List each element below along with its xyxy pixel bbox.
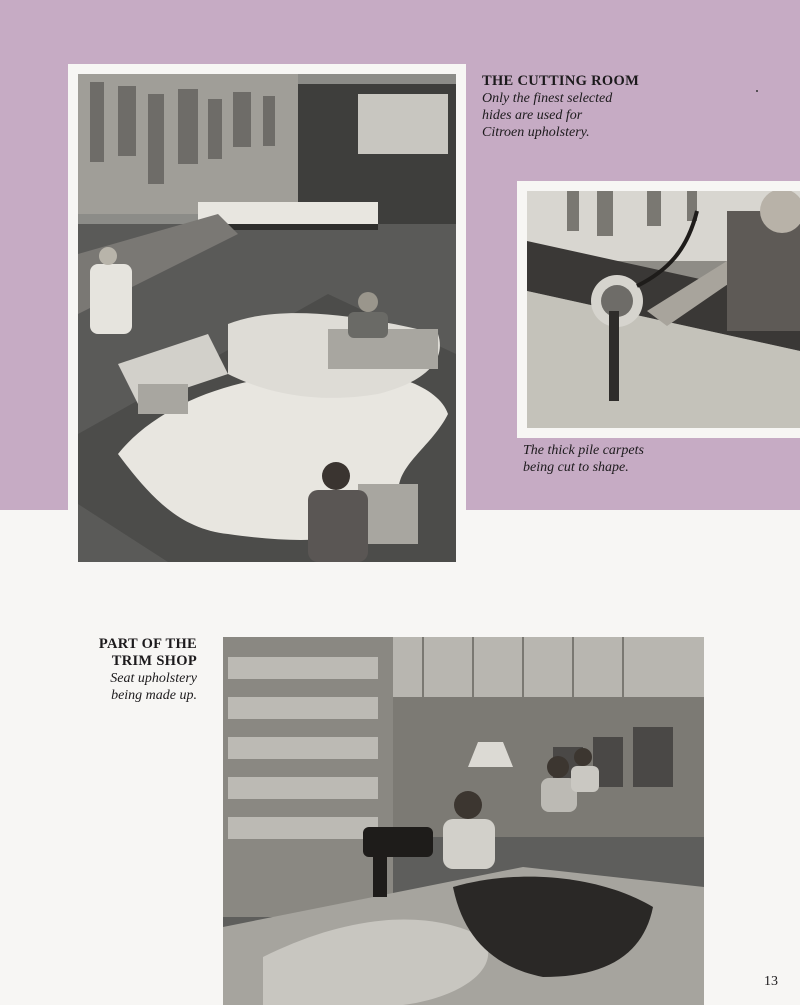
- trim-shop-heading-line: TRIM SHOP: [111, 653, 197, 669]
- trim-shop-heading-line: PART OF THE: [98, 636, 197, 652]
- print-speck: [756, 90, 758, 92]
- carpet-text-line: The thick pile carpets: [523, 443, 644, 458]
- cutting-room-text-line: hides are used for: [482, 108, 583, 123]
- carpet-cutting-photo: [517, 181, 800, 438]
- trim-shop-text-line: Seat upholstery: [110, 671, 197, 686]
- trim-shop-text-line: being made up.: [111, 688, 197, 703]
- carpet-text-line: being cut to shape.: [523, 460, 629, 475]
- cutting-room-text-line: Only the finest selected: [482, 91, 613, 106]
- trim-shop-photo: [223, 637, 704, 1005]
- carpet-caption: [523, 442, 683, 476]
- cutting-room-heading: THE CUTTING ROOM: [482, 73, 640, 89]
- cutting-room-photo: [68, 64, 466, 572]
- cutting-room-text-line: Citroen upholstery.: [482, 125, 590, 140]
- cutting-room-caption: [482, 73, 652, 141]
- trim-shop-caption: [70, 636, 197, 704]
- page-number: 13: [764, 974, 778, 989]
